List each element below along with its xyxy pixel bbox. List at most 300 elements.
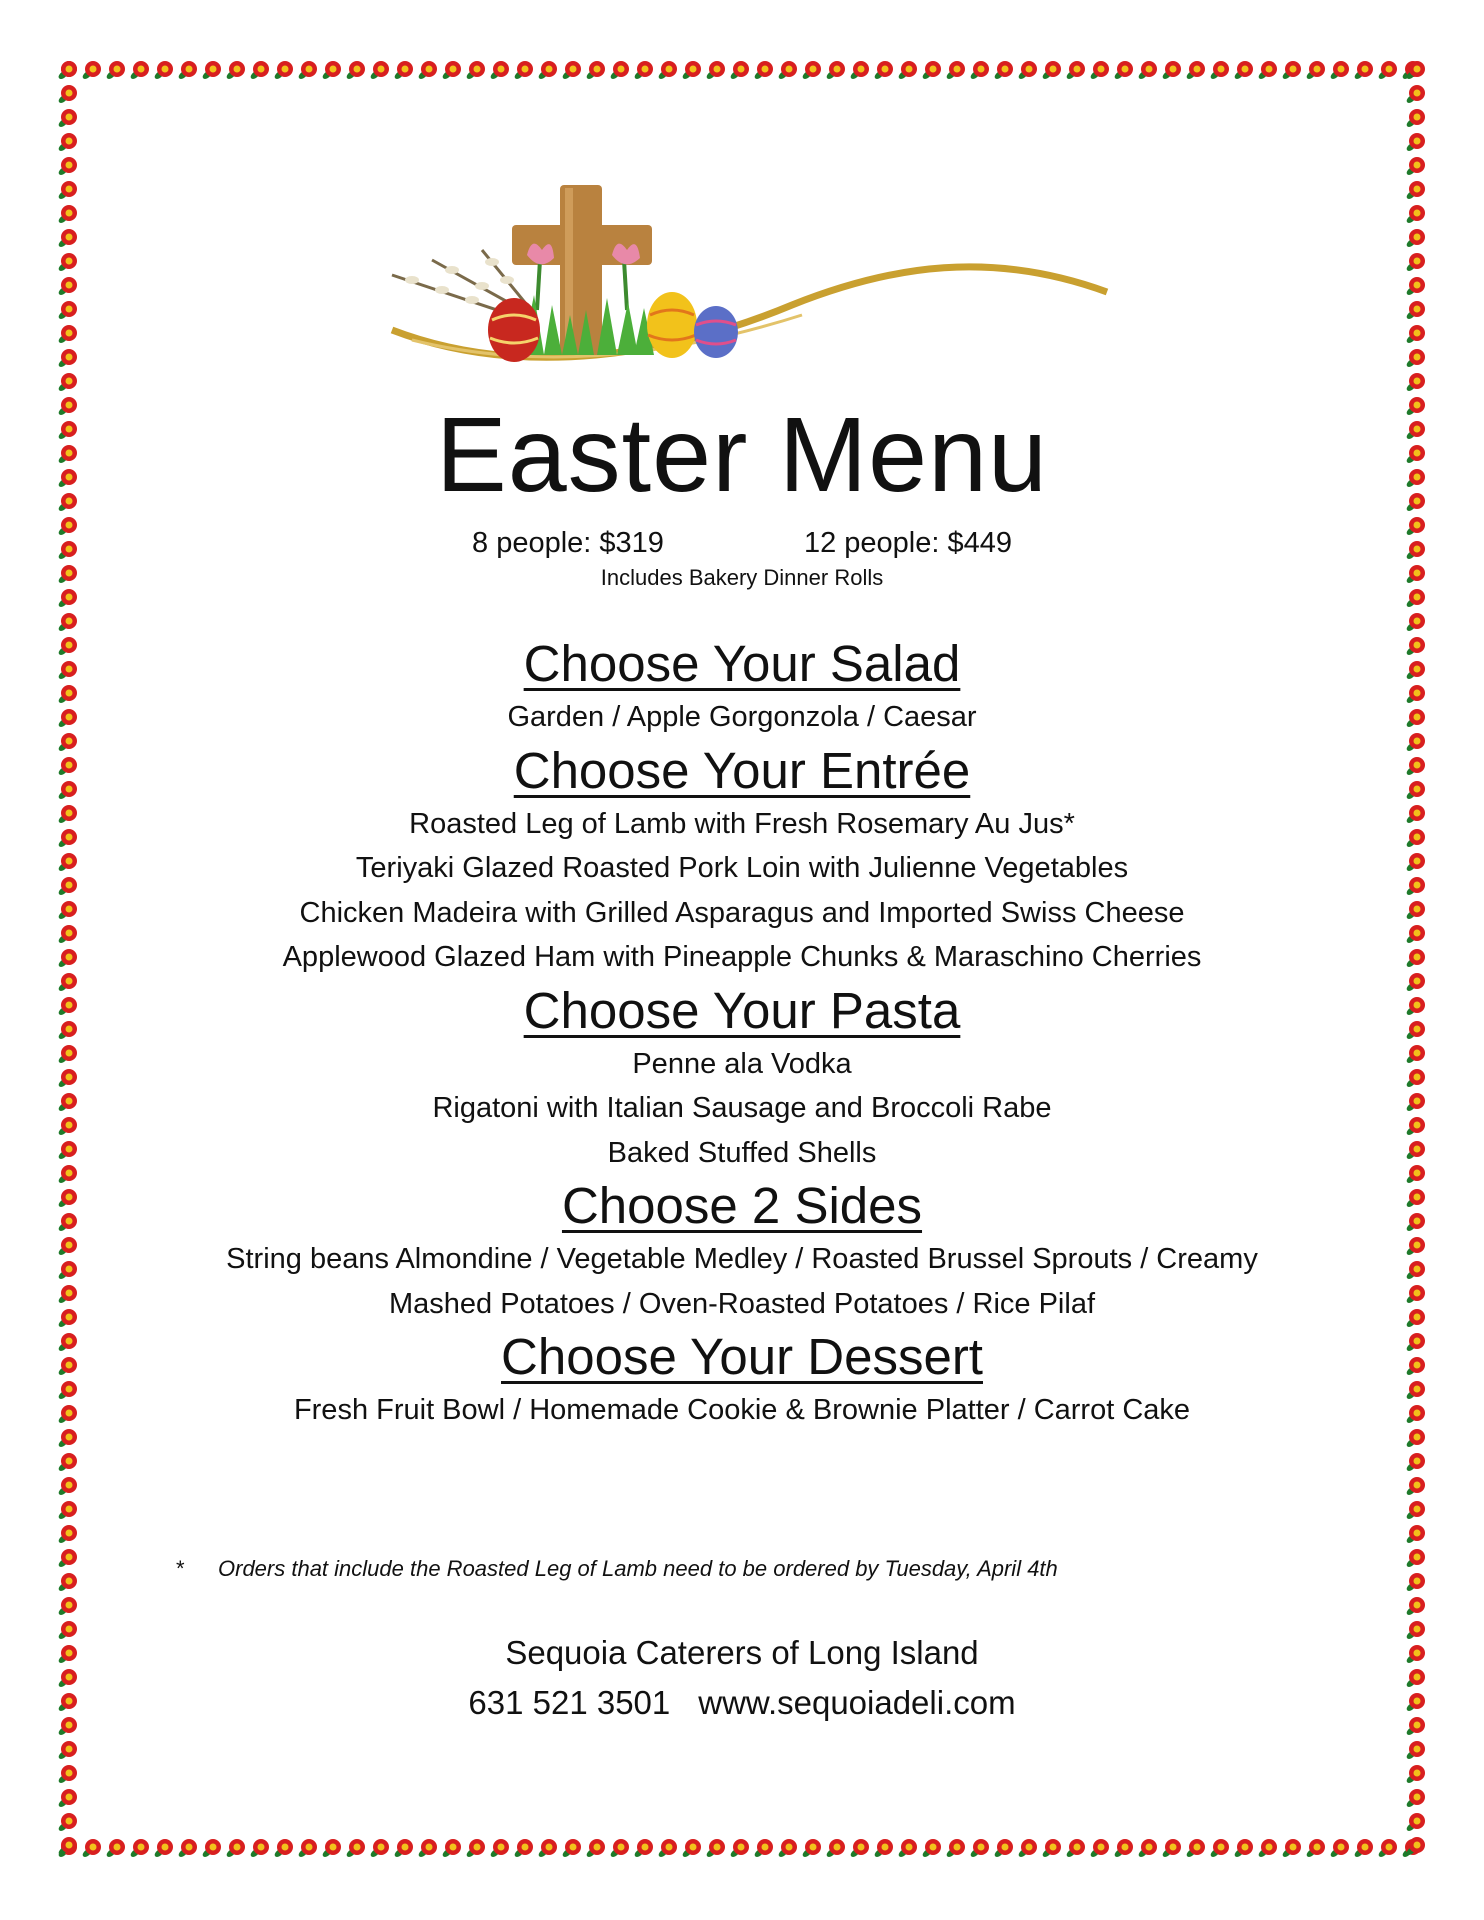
flower-icon — [1113, 61, 1133, 80]
flower-icon — [897, 61, 917, 80]
flower-icon — [1406, 1093, 1425, 1113]
flower-icon — [58, 733, 77, 753]
flower-icon — [1406, 709, 1425, 729]
flower-icon — [1406, 1813, 1425, 1833]
flower-icon — [58, 301, 77, 321]
flower-icon — [705, 61, 725, 80]
flower-icon — [58, 493, 77, 513]
flower-icon — [58, 853, 77, 873]
flower-icon — [1209, 1839, 1229, 1858]
flower-icon — [1406, 1717, 1425, 1737]
flower-icon — [1406, 445, 1425, 465]
flower-icon — [537, 1839, 557, 1858]
flower-icon — [58, 229, 77, 249]
flower-icon — [441, 1839, 461, 1858]
flower-icon — [58, 1477, 77, 1497]
flower-icon — [417, 1839, 437, 1858]
flower-icon — [58, 565, 77, 585]
flower-icon — [945, 1839, 965, 1858]
flower-icon — [58, 205, 77, 225]
flower-icon — [58, 1597, 77, 1617]
flower-icon — [1406, 277, 1425, 297]
flower-icon — [58, 805, 77, 825]
flower-icon — [58, 1453, 77, 1473]
flower-icon — [753, 61, 773, 80]
flower-icon — [849, 61, 869, 80]
flower-icon — [1406, 1621, 1425, 1641]
price-line — [120, 523, 1364, 563]
flower-border-top — [58, 58, 1428, 80]
flower-icon — [1257, 61, 1277, 80]
flower-icon — [1406, 517, 1425, 537]
menu-title: Easter Menu — [436, 396, 1048, 514]
flower-icon — [273, 61, 293, 80]
footer — [120, 1628, 1364, 1728]
flower-icon — [1406, 1525, 1425, 1545]
salad-section — [120, 633, 1364, 740]
flower-icon — [1406, 877, 1425, 897]
menu-item: Teriyaki Glazed Roasted Pork Loin with Julienne Vegetables — [355, 852, 1129, 884]
flower-icon — [873, 61, 893, 80]
flower-icon — [58, 1405, 77, 1425]
flower-icon — [345, 61, 365, 80]
flower-icon — [441, 61, 461, 80]
section-heading-dessert: Choose Your Dessert — [501, 1328, 983, 1385]
section-heading-sides: Choose 2 Sides — [561, 1177, 923, 1234]
flower-icon — [1406, 1549, 1425, 1569]
flower-icon — [1406, 1237, 1425, 1257]
flower-icon — [58, 1549, 77, 1569]
flower-icon — [1406, 1477, 1425, 1497]
flower-icon — [897, 1839, 917, 1858]
flower-icon — [58, 589, 77, 609]
flower-icon — [1406, 1381, 1425, 1401]
note-text: Orders that include the Roasted Leg of Lamb need to be ordered by Tuesday, April 4th — [218, 1556, 1058, 1581]
section-heading-entree: Choose Your Entrée — [513, 741, 971, 799]
flower-icon — [873, 1839, 893, 1858]
flower-icon — [58, 1429, 77, 1449]
company-name: Sequoia Caterers of Long Island — [505, 1634, 979, 1671]
flower-icon — [129, 61, 149, 80]
lamb-order-note — [176, 1554, 1058, 1584]
flower-icon — [1406, 925, 1425, 945]
flower-icon — [1406, 1189, 1425, 1209]
flower-icon — [1406, 1645, 1425, 1665]
flower-icon — [297, 61, 317, 80]
flower-icon — [58, 1117, 77, 1137]
flower-icon — [58, 1621, 77, 1641]
flower-icon — [58, 1813, 77, 1833]
flower-icon — [1406, 253, 1425, 273]
flower-icon — [1406, 229, 1425, 249]
flower-icon — [1185, 1839, 1205, 1858]
flower-icon — [393, 61, 413, 80]
flower-icon — [58, 1333, 77, 1353]
flower-icon — [681, 61, 701, 80]
flower-icon — [58, 1525, 77, 1545]
flower-icon — [609, 1839, 629, 1858]
flower-icon — [58, 925, 77, 945]
pasta-section — [120, 980, 1364, 1176]
flower-icon — [1406, 397, 1425, 417]
menu-item: String beans Almondine / Vegetable Medley / Roasted Brussel Sprouts / Creamy — [226, 1243, 1258, 1275]
flower-icon — [273, 1839, 293, 1858]
flower-icon — [1406, 373, 1425, 393]
flower-icon — [58, 685, 77, 705]
flower-icon — [1406, 349, 1425, 369]
sides-section — [120, 1175, 1364, 1326]
flower-icon — [58, 517, 77, 537]
flower-icon — [1406, 661, 1425, 681]
flower-icon — [58, 1069, 77, 1089]
flower-border-bottom — [58, 1836, 1428, 1858]
flower-icon — [465, 61, 485, 80]
flower-icon — [58, 757, 77, 777]
flower-icon — [1137, 61, 1157, 80]
note-asterisk: * — [176, 1556, 185, 1581]
flower-icon — [153, 1839, 173, 1858]
flower-icon — [633, 1839, 653, 1858]
entree-section — [120, 740, 1364, 980]
flower-icon — [1406, 1357, 1425, 1377]
flower-icon — [561, 1839, 581, 1858]
flower-icon — [1406, 565, 1425, 585]
flower-icon — [1041, 1839, 1061, 1858]
flower-icon — [225, 1839, 245, 1858]
flower-icon — [1406, 805, 1425, 825]
flower-icon — [58, 901, 77, 921]
flower-icon — [1406, 733, 1425, 753]
flower-icon — [58, 781, 77, 801]
flower-icon — [1209, 61, 1229, 80]
flower-icon — [1406, 1429, 1425, 1449]
flower-icon — [58, 1045, 77, 1065]
flower-icon — [1406, 973, 1425, 993]
flower-icon — [58, 1141, 77, 1161]
flower-icon — [585, 61, 605, 80]
menu-item: Fresh Fruit Bowl / Homemade Cookie & Brownie Platter / Carrot Cake — [293, 1394, 1191, 1426]
flower-icon — [585, 1839, 605, 1858]
flower-icon — [58, 637, 77, 657]
flower-icon — [1185, 61, 1205, 80]
flower-icon — [58, 1213, 77, 1233]
flower-icon — [58, 661, 77, 681]
flower-icon — [1329, 61, 1349, 80]
flower-icon — [1406, 829, 1425, 849]
flower-icon — [993, 1839, 1013, 1858]
flower-icon — [105, 1839, 125, 1858]
flower-icon — [1406, 997, 1425, 1017]
flower-icon — [58, 1189, 77, 1209]
flower-icon — [1329, 1839, 1349, 1858]
flower-icon — [58, 541, 77, 561]
dessert-section — [120, 1326, 1364, 1433]
flower-icon — [777, 1839, 797, 1858]
flower-icon — [1406, 589, 1425, 609]
flower-icon — [1233, 61, 1253, 80]
flower-icon — [1406, 1261, 1425, 1281]
flower-icon — [225, 61, 245, 80]
flower-icon — [58, 133, 77, 153]
flower-icon — [297, 1839, 317, 1858]
flower-icon — [1406, 901, 1425, 921]
flower-icon — [1406, 1501, 1425, 1521]
flower-icon — [58, 1789, 77, 1809]
flower-border-left — [58, 58, 80, 1858]
flower-icon — [753, 1839, 773, 1858]
menu-content — [120, 395, 1364, 1433]
flower-icon — [945, 61, 965, 80]
flower-icon — [1257, 1839, 1277, 1858]
flower-icon — [58, 421, 77, 441]
flower-icon — [969, 61, 989, 80]
flower-icon — [1161, 1839, 1181, 1858]
flower-icon — [1406, 493, 1425, 513]
flower-icon — [58, 1717, 77, 1737]
flower-icon — [58, 1645, 77, 1665]
flower-icon — [801, 61, 821, 80]
flower-icon — [58, 1837, 77, 1857]
flower-icon — [58, 1093, 77, 1113]
flower-icon — [58, 373, 77, 393]
flower-icon — [1406, 685, 1425, 705]
flower-icon — [1406, 109, 1425, 129]
menu-item: Chicken Madeira with Grilled Asparagus and Imported Swiss Cheese — [299, 896, 1185, 929]
flower-icon — [369, 1839, 389, 1858]
flower-icon — [58, 61, 77, 81]
flower-icon — [129, 1839, 149, 1858]
flower-icon — [1406, 1021, 1425, 1041]
flower-icon — [321, 61, 341, 80]
flower-icon — [489, 61, 509, 80]
flower-icon — [1089, 1839, 1109, 1858]
flower-icon — [1041, 61, 1061, 80]
flower-icon — [657, 1839, 677, 1858]
includes-note: Includes Bakery Dinner Rolls — [600, 565, 884, 590]
flower-border-right — [1406, 58, 1428, 1858]
flower-icon — [1406, 1213, 1425, 1233]
flower-icon — [513, 61, 533, 80]
flower-icon — [1017, 61, 1037, 80]
flower-icon — [1406, 1765, 1425, 1785]
flower-icon — [729, 1839, 749, 1858]
flower-icon — [1406, 1309, 1425, 1329]
flower-icon — [81, 1839, 101, 1858]
flower-icon — [1406, 1045, 1425, 1065]
section-heading-salad: Choose Your Salad — [523, 635, 961, 692]
flower-icon — [58, 349, 77, 369]
flower-icon — [513, 1839, 533, 1858]
flower-icon — [58, 277, 77, 297]
menu-item: Applewood Glazed Ham with Pineapple Chunks & Maraschino Cherries — [282, 941, 1202, 973]
flower-icon — [1406, 637, 1425, 657]
flower-icon — [1406, 1837, 1425, 1857]
flower-icon — [1161, 61, 1181, 80]
flower-icon — [58, 1357, 77, 1377]
phone-number: 631 521 3501 — [468, 1684, 671, 1721]
flower-icon — [1406, 1069, 1425, 1089]
flower-icon — [1281, 61, 1301, 80]
flower-icon — [681, 1839, 701, 1858]
flower-icon — [1017, 1839, 1037, 1858]
flower-icon — [1281, 1839, 1301, 1858]
flower-icon — [81, 61, 101, 80]
flower-icon — [1137, 1839, 1157, 1858]
flower-icon — [58, 1693, 77, 1713]
flower-icon — [417, 61, 437, 80]
flower-icon — [1406, 1453, 1425, 1473]
flower-icon — [58, 109, 77, 129]
flower-icon — [729, 61, 749, 80]
flower-icon — [321, 1839, 341, 1858]
flower-icon — [1406, 949, 1425, 969]
flower-icon — [801, 1839, 821, 1858]
flower-icon — [58, 1573, 77, 1593]
flower-icon — [1406, 181, 1425, 201]
flower-icon — [393, 1839, 413, 1858]
flower-icon — [1406, 1405, 1425, 1425]
flower-icon — [58, 253, 77, 273]
flower-icon — [777, 61, 797, 80]
flower-icon — [1406, 1165, 1425, 1185]
flower-icon — [1406, 133, 1425, 153]
flower-icon — [58, 1237, 77, 1257]
flower-icon — [993, 61, 1013, 80]
flower-icon — [58, 325, 77, 345]
price-12-people: 12 people: $449 — [803, 527, 1012, 559]
flower-icon — [921, 61, 941, 80]
flower-icon — [58, 157, 77, 177]
flower-icon — [1406, 853, 1425, 873]
flower-icon — [1305, 61, 1325, 80]
flower-icon — [1406, 1333, 1425, 1353]
flower-icon — [58, 1765, 77, 1785]
flower-icon — [1406, 757, 1425, 777]
flower-icon — [58, 1501, 77, 1521]
flower-icon — [1406, 157, 1425, 177]
easter-cross-illustration — [372, 180, 1112, 365]
flower-icon — [58, 85, 77, 105]
menu-item: Rigatoni with Italian Sausage and Broccoli Rabe — [432, 1092, 1052, 1124]
flower-icon — [825, 61, 845, 80]
flower-icon — [58, 181, 77, 201]
flower-icon — [1089, 61, 1109, 80]
flower-icon — [177, 61, 197, 80]
flower-icon — [1377, 61, 1397, 80]
flower-icon — [105, 61, 125, 80]
flower-icon — [58, 445, 77, 465]
flower-icon — [1113, 1839, 1133, 1858]
flower-icon — [1406, 541, 1425, 561]
flower-icon — [58, 709, 77, 729]
menu-item: Mashed Potatoes / Oven-Roasted Potatoes / Rice Pilaf — [388, 1287, 1096, 1320]
flower-icon — [1406, 325, 1425, 345]
menu-item: Baked Stuffed Shells — [607, 1136, 877, 1169]
flower-icon — [1406, 1141, 1425, 1161]
flower-icon — [1406, 205, 1425, 225]
flower-icon — [1406, 469, 1425, 489]
flower-icon — [1406, 301, 1425, 321]
flower-icon — [921, 1839, 941, 1858]
flower-icon — [201, 1839, 221, 1858]
flower-icon — [201, 61, 221, 80]
flower-icon — [1406, 1117, 1425, 1137]
flower-icon — [1406, 1693, 1425, 1713]
flower-icon — [1233, 1839, 1253, 1858]
flower-icon — [1353, 61, 1373, 80]
flower-icon — [969, 1839, 989, 1858]
flower-icon — [825, 1839, 845, 1858]
flower-icon — [58, 877, 77, 897]
flower-icon — [489, 1839, 509, 1858]
flower-icon — [58, 1309, 77, 1329]
flower-icon — [1406, 1669, 1425, 1689]
menu-item: Garden / Apple Gorgonzola / Caesar — [507, 701, 977, 733]
flower-icon — [58, 1285, 77, 1305]
flower-icon — [609, 61, 629, 80]
flower-icon — [657, 61, 677, 80]
section-heading-pasta: Choose Your Pasta — [523, 981, 961, 1039]
flower-icon — [849, 1839, 869, 1858]
flower-icon — [705, 1839, 725, 1858]
flower-icon — [345, 1839, 365, 1858]
website-link[interactable]: www.sequoiadeli.com — [698, 1684, 1016, 1721]
flower-icon — [58, 1021, 77, 1041]
flower-icon — [249, 61, 269, 80]
flower-icon — [58, 469, 77, 489]
flower-icon — [58, 1741, 77, 1761]
flower-icon — [58, 1381, 77, 1401]
flower-icon — [58, 613, 77, 633]
flower-icon — [537, 61, 557, 80]
flower-icon — [1065, 1839, 1085, 1858]
price-8-people: 8 people: $319 — [472, 527, 664, 559]
flower-icon — [561, 61, 581, 80]
flower-icon — [153, 61, 173, 80]
flower-icon — [1353, 1839, 1373, 1858]
flower-icon — [1406, 1285, 1425, 1305]
flower-icon — [1406, 781, 1425, 801]
flower-icon — [58, 1165, 77, 1185]
contact-line — [120, 1678, 1364, 1728]
flower-icon — [249, 1839, 269, 1858]
flower-icon — [1406, 613, 1425, 633]
flower-icon — [369, 61, 389, 80]
flower-icon — [58, 397, 77, 417]
flower-icon — [177, 1839, 197, 1858]
flower-icon — [1377, 1839, 1397, 1858]
flower-icon — [1406, 61, 1425, 81]
menu-item: Penne ala Vodka — [632, 1047, 852, 1080]
flower-icon — [1406, 1741, 1425, 1761]
flower-icon — [58, 973, 77, 993]
flower-icon — [1406, 1573, 1425, 1593]
flower-icon — [58, 1669, 77, 1689]
flower-icon — [1406, 85, 1425, 105]
flower-icon — [1406, 1789, 1425, 1809]
flower-icon — [465, 1839, 485, 1858]
flower-icon — [58, 997, 77, 1017]
flower-icon — [58, 949, 77, 969]
flower-icon — [633, 61, 653, 80]
flower-icon — [1065, 61, 1085, 80]
flower-icon — [58, 829, 77, 849]
menu-item: Roasted Leg of Lamb with Fresh Rosemary Au Jus* — [409, 807, 1075, 840]
flower-icon — [1406, 1597, 1425, 1617]
flower-icon — [1406, 421, 1425, 441]
flower-icon — [1305, 1839, 1325, 1858]
flower-icon — [58, 1261, 77, 1281]
